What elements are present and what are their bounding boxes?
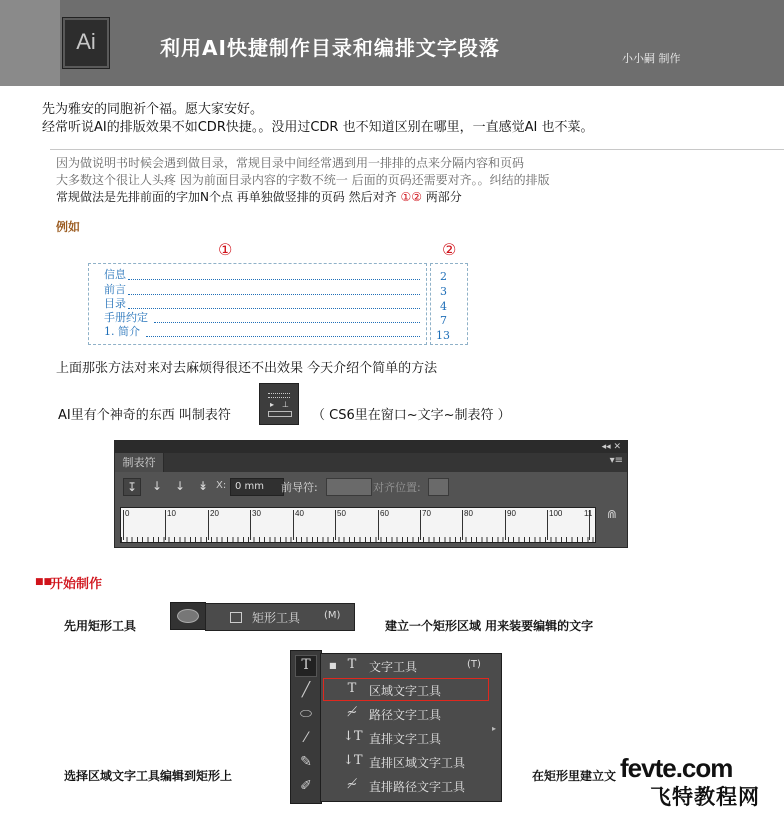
author-credit: 小小嗣 制作 [622,52,681,65]
toc-row-page: 13 [436,329,450,342]
section-marker-icon: ■■ [35,577,53,587]
menu-item-label: 直排文字工具 [369,732,442,746]
ruler-number: 70 [422,509,431,518]
type-tool-icon[interactable]: T [295,655,317,677]
toc-row-label: 目录 [104,297,126,310]
align-on-input[interactable] [428,478,449,496]
snap-to-unit-magnet-icon[interactable]: ⋒ [606,507,618,521]
part-mark-1: ① [218,240,233,259]
flyout-arrow-icon[interactable]: ▸ [492,724,497,733]
ruler-ticks [121,537,595,542]
toc-leader-dots [154,322,420,323]
tabs-panel [114,440,628,548]
ellipse-tool-icon[interactable] [170,602,206,630]
ruler-number: 30 [252,509,261,518]
blob-brush-tool-icon[interactable]: ✐ [300,778,312,794]
menu-item-vertical-area-type-tool[interactable] [321,750,501,773]
panel-tab-bar [163,453,627,472]
vertical-area-type-tool-icon: ↓T [343,753,363,768]
ruler-number: 100 [549,509,563,518]
step1-right-text: 建立一个矩形区域 用来装要编辑的文字 [385,619,594,633]
toc-row-page: 3 [440,285,447,298]
left-justified-tab-button[interactable]: ↧ [123,478,141,496]
toc-leader-dots [128,308,420,309]
part-mark-2: ② [442,240,457,259]
menu-item-vertical-path-type-tool[interactable] [321,774,501,797]
ruler-number: 40 [295,509,304,518]
ruler-number: 0 [125,509,130,518]
paintbrush-tool-icon[interactable]: ⁄ [304,730,308,746]
explain-line-3 [56,189,462,206]
ruler-number: 90 [507,509,516,518]
ruler-number: 50 [337,509,346,518]
tabs-intro: AI里有个神奇的东西 叫制表符 [58,408,231,423]
toc-row-page: 2 [440,270,447,283]
panel-titlebar [115,441,627,453]
menu-item-shortcut: (T) [467,659,481,670]
ruler-number: 10 [167,509,176,518]
tool-strip [290,650,322,804]
rectangle-tool-label: 矩形工具 [252,611,301,625]
vertical-path-type-tool-icon: ≁ [346,777,358,792]
toc-leader-dots [128,294,420,295]
tabs-menu-path: （ CS6里在窗口~文字~制表符 ） [312,408,511,423]
ellipse-tool-icon[interactable]: ⬭ [300,706,312,722]
rectangle-icon [230,612,242,623]
explain-line-3-suffix: 两部分 [425,190,462,204]
menu-item-vertical-type-tool[interactable] [321,726,501,749]
page-title: 利用AI快捷制作目录和编排文字段落 [160,36,500,60]
path-type-tool-icon: ≁ [346,705,358,720]
intro-line-2: 经常听说AI的排版效果不如CDR快捷。。没用过CDR 也不知道区别在哪里，一直感觉AI 也不菜。 [42,120,594,135]
divider [50,149,784,150]
area-type-tool-icon: T [347,681,357,696]
rectangle-tool-menu[interactable] [205,603,355,631]
tab-ruler[interactable] [120,507,596,543]
intro-line-1: 先为雅安的同胞祈个福。愿大家安好。 [42,102,264,117]
header-stripe [0,0,60,86]
note-line: 上面那张方法对来对去麻烦得很还不出效果 今天介绍个简单的方法 [56,361,438,376]
menu-item-label: 直排路径文字工具 [369,780,466,794]
toc-row-label: 手册约定 [104,311,148,324]
explain-line-2: 大多数这个很让人头疼 因为前面目录内容的字数不统一 后面的页码还需要对齐。。纠结的排版 [56,173,550,187]
section-title: 开始制作 [50,577,103,592]
explain-line-3-text: 常规做法是先排前面的字加N个点 再单独做竖排的页码 然后对齐 [56,190,397,204]
step2-left-text: 选择区域文字工具编辑到矩形上 [64,769,233,783]
ruler-number: 11 [584,509,593,518]
ruler-number: 80 [464,509,473,518]
menu-item-label: 区域文字工具 [369,684,442,698]
step2-right-text: 在矩形里建立文 [532,769,617,783]
menu-item-label: 直排区域文字工具 [369,756,466,770]
explain-line-1: 因为做说明书时候会遇到做目录，常规目录中间经常遇到用一排排的点来分隔内容和页码 [56,156,525,170]
toc-leader-dots [146,336,420,337]
watermark-site-name: 飞特教程网 [650,785,760,809]
menu-item-label: 文字工具 [369,660,418,674]
vertical-type-tool-icon: ↓T [343,729,363,744]
toc-leader-dots [128,279,420,280]
ruler-number: 60 [380,509,389,518]
tabs-panel-icon: ▸ ⊥ [259,383,299,425]
active-tool-bullet: ■ [329,661,337,670]
ruler-number: 20 [210,509,219,518]
pencil-tool-icon[interactable]: ✎ [300,754,312,770]
logo-text: Ai [76,29,96,54]
watermark-domain: fevte.com [620,753,733,783]
panel-window-controls[interactable]: ◂◂ ✕ [601,442,621,452]
x-position-input[interactable]: 0 mm [230,478,284,496]
line-tool-icon[interactable]: ╱ [301,682,311,698]
menu-item-label: 路径文字工具 [369,708,442,722]
step1-left-text: 先用矩形工具 [64,619,137,633]
align-on-label: 对齐位置: [373,481,421,494]
toc-row-page: 4 [440,300,447,313]
tab-tabs-panel[interactable]: 制表符 [115,453,164,472]
toc-row-label: 前言 [104,283,126,296]
menu-item-path-type-tool[interactable] [321,702,501,725]
leader-input[interactable] [326,478,372,496]
part-marks: ①② [400,190,422,204]
toc-row-label: 1. 简介 [104,325,140,338]
illustrator-logo-icon [63,18,109,68]
panel-menu-icon[interactable]: ▾≡ [609,455,623,466]
center-justified-tab-button[interactable]: ↓ [151,479,163,493]
toc-row-page: 7 [440,314,447,327]
type-tool-icon: T [347,657,357,672]
decimal-justified-tab-button[interactable]: ↡ [197,479,209,493]
toc-row-label: 信息 [104,268,126,281]
menu-item-type-tool[interactable] [321,654,501,677]
leader-label: 前导符: [281,481,318,494]
right-justified-tab-button[interactable]: ↓ [174,479,186,493]
example-heading: 例如 [56,220,81,234]
rectangle-tool-shortcut: (M) [324,610,341,621]
highlight-box [323,678,489,701]
type-tool-menu [320,653,502,802]
x-position-label: X: [216,480,227,491]
